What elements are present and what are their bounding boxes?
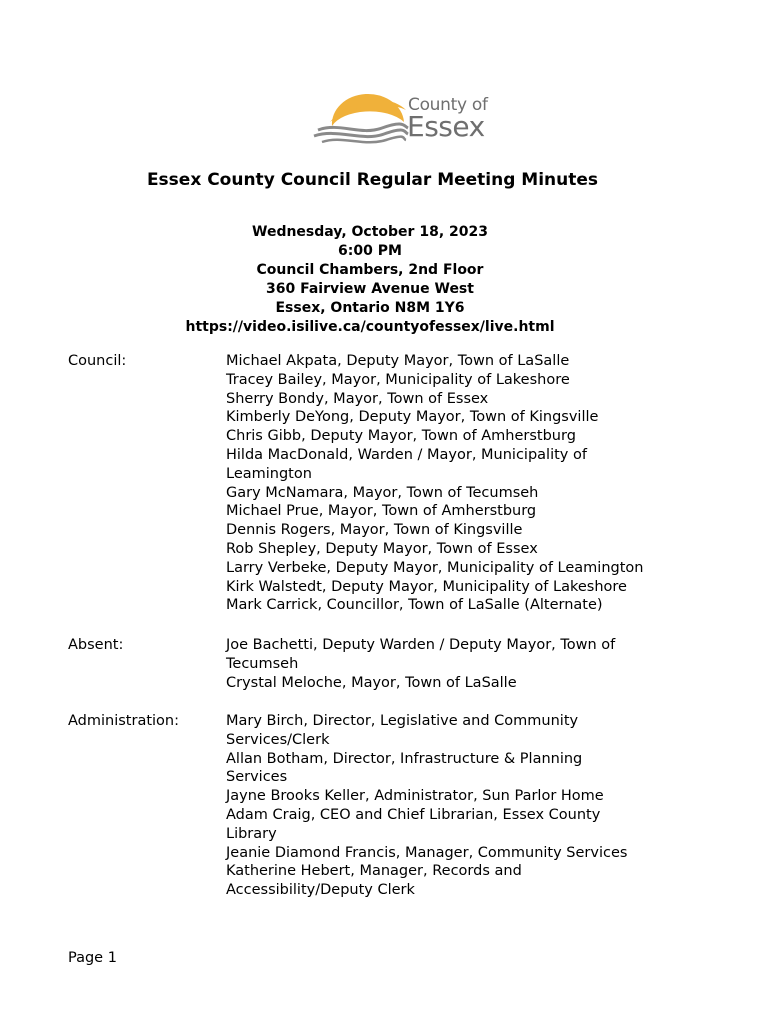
administration-member: Jayne Brooks Keller, Administrator, Sun Parlor Home [226, 788, 604, 805]
council-member: Hilda MacDonald, Warden / Mayor, Municipality of Leamington [226, 446, 587, 482]
page-number: Page 1 [68, 950, 117, 966]
administration-member: Jeanie Diamond Francis, Manager, Community Services [226, 844, 628, 861]
council-member: Dennis Rogers, Mayor, Town of Kingsville [226, 522, 523, 539]
administration-label: Administration: [68, 713, 179, 729]
meeting-date: Wednesday, October 18, 2023 [252, 224, 488, 240]
council-label: Council: [68, 353, 127, 369]
administration-list [226, 712, 676, 900]
logo-text-essex: Essex [407, 110, 485, 143]
administration-member: Allan Botham, Director, Infrastructure & Planning Services [226, 750, 583, 786]
meeting-details [0, 223, 740, 337]
document-title: Essex County Council Regular Meeting Minutes [146, 170, 599, 190]
administration-member: Adam Craig, CEO and Chief Librarian, Essex County Library [226, 806, 601, 842]
meeting-stream-url: https://video.isilive.ca/countyofessex/live.html [185, 319, 555, 335]
council-member: Michael Akpata, Deputy Mayor, Town of LaSalle [226, 353, 570, 369]
council-member: Michael Prue, Mayor, Town of Amherstburg [226, 503, 537, 520]
absent-member: Crystal Meloche, Mayor, Town of LaSalle [226, 674, 517, 691]
absent-list [226, 636, 676, 692]
meeting-room: Council Chambers, 2nd Floor [256, 262, 484, 278]
council-member: Gary McNamara, Mayor, Town of Tecumseh [226, 484, 539, 501]
council-member: Kimberly DeYong, Deputy Mayor, Town of Kingsville [226, 409, 599, 426]
administration-member: Katherine Hebert, Manager, Records and Accessibility/Deputy Clerk [226, 863, 522, 899]
meeting-street: 360 Fairview Avenue West [266, 281, 474, 297]
sun-waves-logo-icon [312, 92, 412, 152]
meeting-city: Essex, Ontario N8M 1Y6 [275, 300, 465, 316]
meeting-time: 6:00 PM [338, 243, 402, 259]
council-member: Rob Shepley, Deputy Mayor, Town of Essex [226, 540, 538, 557]
council-member: Mark Carrick, Councillor, Town of LaSalle (Alternate) [226, 597, 603, 614]
council-member: Tracey Bailey, Mayor, Municipality of Lakeshore [226, 371, 570, 388]
council-member: Chris Gibb, Deputy Mayor, Town of Amherstburg [226, 428, 576, 445]
council-member: Sherry Bondy, Mayor, Town of Essex [226, 390, 489, 407]
council-list [226, 352, 676, 615]
administration-member: Mary Birch, Director, Legislative and Community Services/Clerk [226, 713, 579, 748]
council-member: Larry Verbeke, Deputy Mayor, Municipality of Leamington [226, 559, 644, 576]
council-member: Kirk Walstedt, Deputy Mayor, Municipality of Lakeshore [226, 578, 627, 595]
absent-label: Absent: [68, 637, 124, 653]
absent-member: Joe Bachetti, Deputy Warden / Deputy Mayor, Town of Tecumseh [226, 637, 616, 672]
county-of-essex-logo [312, 92, 492, 152]
logo-text-county-of: County of [408, 95, 488, 115]
